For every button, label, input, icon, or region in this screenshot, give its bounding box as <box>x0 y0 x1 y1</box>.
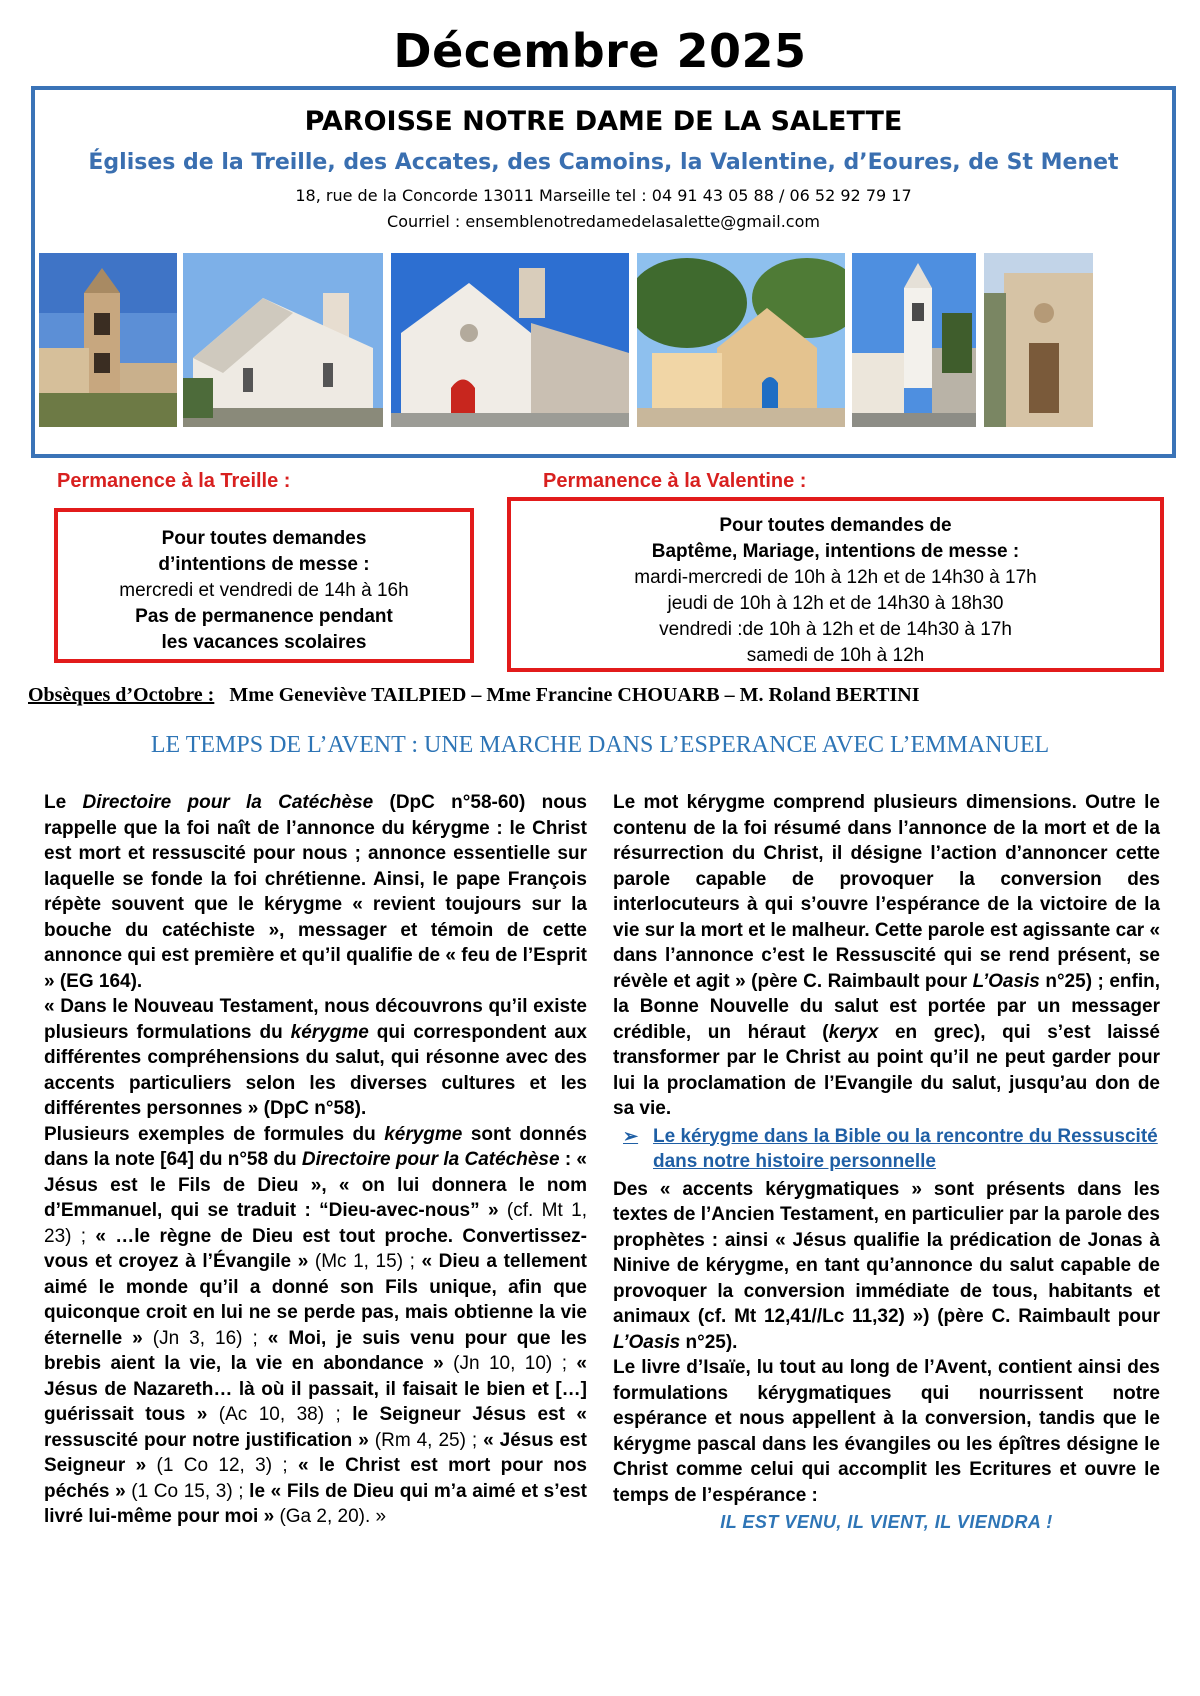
church-photo-treille <box>39 253 177 427</box>
treille-line-5: les vacances scolaires <box>161 632 367 653</box>
permanence-treille-box <box>54 508 474 663</box>
permanence-treille-title: Permanence à la Treille : <box>57 470 291 492</box>
obseques-line <box>28 684 1178 707</box>
obseques-names: Mme Geneviève TAILPIED – Mme Francine CHOUARB – M. Roland BERTINI <box>229 684 920 706</box>
arrow-bullet-icon: ➢ <box>623 1125 639 1146</box>
church-photo-camoins <box>391 253 629 427</box>
valentine-line-2: Baptême, Mariage, intentions de messe : <box>651 541 1020 562</box>
parish-address: 18, rue de la Concorde 13011 Marseille tel : 04 91 43 05 88 / 06 52 92 79 17 <box>295 186 912 205</box>
valentine-line-6: samedi de 10h à 12h <box>746 645 925 666</box>
treille-line-1: Pour toutes demandes <box>161 528 367 549</box>
left-paragraph-3: Plusieurs exemples de formules du kérygme sont donnés dans la note [64] du n°58 du Directoire pour la Catéchèse : « Jésus est le Fils de Dieu », « on lui donnera le nom d’Emmanuel, qui se traduit : “Dieu-avec-nous” » (cf. Mt 1, 23) ; « …le règne de Dieu est tout proche. Convertissez-vous et croyez à l’Évangile » (Mc 1, 15) ; « Dieu a tellement aimé le monde qu’il a donné son Fils unique, afin que quiconque croit en lui ne se perde pas, mais obtienne la vie éternelle » (Jn 3, 16) ; « Moi, je suis venu pour que les brebis aient la vie, la vie en abondance » (Jn 10, 10) ; « Jésus de Nazareth… là où il passait, il faisait le bien et […] guérissait tous » (Ac 10, 38) ; le Seigneur Jésus est « ressuscité pour notre justification » (Rm 4, 25) ; « Jésus est Seigneur » (1 Co 12, 3) ; « le Christ est mort pour nos péchés » (1 Co 15, 3) ; le « Fils de Dieu qui m’a aimé et s’est livré lui-même pour moi » (Ga 2, 20). » <box>44 1123 588 1527</box>
bible-subheading <box>613 1124 1160 1175</box>
right-paragraph-3: Le livre d’Isaïe, lu tout au long de l’Avent, contient ainsi des formulations kérygmatiques qui nourrissent notre espérance et nous appellent à la conversion, tandis que le kérygme pascal dans les évangiles ou les épîtres désigne le Christ comme celui qui accomplit les Ecritures et ouvre le temps de l’espérance : <box>613 1357 1160 1506</box>
valentine-line-4: jeudi de 10h à 12h et de 14h30 à 18h30 <box>667 593 1004 614</box>
permanence-valentine-title: Permanence à la Valentine : <box>543 470 807 492</box>
closing-proclamation: IL EST VENU, IL VIENT, IL VIENDRA ! <box>720 1512 1053 1532</box>
page-month-title: Décembre 2025 <box>393 24 807 78</box>
church-photo-st-menet <box>984 253 1093 427</box>
right-paragraph-2: Des « accents kérygmatiques » sont présents dans les textes de l’Ancien Testament, en particulier par la parole des prophètes : ainsi « Jésus qualifie la prédication de Jonas à Ninive de kérygme, en tant qu’annonce du salut capable de provoquer la conversion immédiate de tous, habitants et animaux (cf. Mt 12,41//Lc 11,32) ») (père C. Raimbault pour L’Oasis n°25). <box>613 1178 1160 1353</box>
treille-line-4: Pas de permanence pendant <box>135 606 393 627</box>
bible-subheading-text: Le kérygme dans la Bible ou la rencontre du Ressuscité dans notre histoire personnelle <box>653 1125 1158 1172</box>
treille-line-2: d’intentions de messe : <box>158 554 370 575</box>
article-right-column <box>613 790 1160 1536</box>
church-photo-accates <box>183 253 383 427</box>
valentine-line-1: Pour toutes demandes de <box>719 515 952 536</box>
permanence-valentine-box <box>507 497 1164 672</box>
valentine-line-5: vendredi :de 10h à 12h et de 14h30 à 17h <box>659 619 1012 640</box>
left-paragraph-1: Le Directoire pour la Catéchèse (DpC n°58-60) nous rappelle que la foi naît de l’annonce du kérygme : le Christ est mort et ressuscité pour nous ; annonce essentielle sur laquelle se fonde la foi chrétienne. Ainsi, le pape François répète souvent que le kérygme « revient toujours sur la bouche du catéchiste », messager et témoin de cette annonce qui est première et qu’il qualifie de « feu de l’Esprit » (EG 164). <box>44 792 587 992</box>
parish-email: Courriel : ensemblenotredamedelasalette@gmail.com <box>387 212 820 231</box>
article-title: LE TEMPS DE L’AVENT : UNE MARCHE DANS L’ESPERANCE AVEC L’EMMANUEL <box>150 732 1050 758</box>
obseques-label: Obsèques d’Octobre : <box>28 684 215 706</box>
church-photo-valentine <box>637 253 845 427</box>
parish-name: PAROISSE NOTRE DAME DE LA SALETTE <box>304 106 903 137</box>
church-photo-eoures <box>852 253 976 427</box>
valentine-line-3: mardi-mercredi de 10h à 12h et de 14h30 à 17h <box>634 567 1037 588</box>
treille-line-3: mercredi et vendredi de 14h à 16h <box>119 580 409 601</box>
churches-list: Églises de la Treille, des Accates, des Camoins, la Valentine, d’Eoures, de St Menet <box>88 150 1119 175</box>
article-left-column <box>44 790 587 1530</box>
left-paragraph-2: « Dans le Nouveau Testament, nous découvrons qu’il existe plusieurs formulations du kérygme qui correspondent aux différentes compréhensions du salut, qui résonne avec des accents particuliers selon les diverses cultures et les différentes personnes » (DpC n°58). <box>44 996 587 1119</box>
right-paragraph-1: Le mot kérygme comprend plusieurs dimensions. Outre le contenu de la foi résumé dans l’annonce de la mort et de la résurrection du Christ, il désigne l’action d’annoncer cette parole capable de provoquer la conversion des interlocuteurs à qui s’ouvre l’espérance de la victoire de la vie sur la mort et le malheur. Cette parole est agissante car « dans l’annonce c’est le Ressuscité qui se rend présent, se révèle et agit » (père C. Raimbault pour L’Oasis n°25) ; enfin, la Bonne Nouvelle du salut est portée par un messager crédible, un héraut (keryx en grec), qui s’est laissé transformer par le Christ au point qu’il ne peut garder pour lui la proclamation de l’Evangile du salut, jusqu’au don de sa vie. <box>613 792 1161 1119</box>
